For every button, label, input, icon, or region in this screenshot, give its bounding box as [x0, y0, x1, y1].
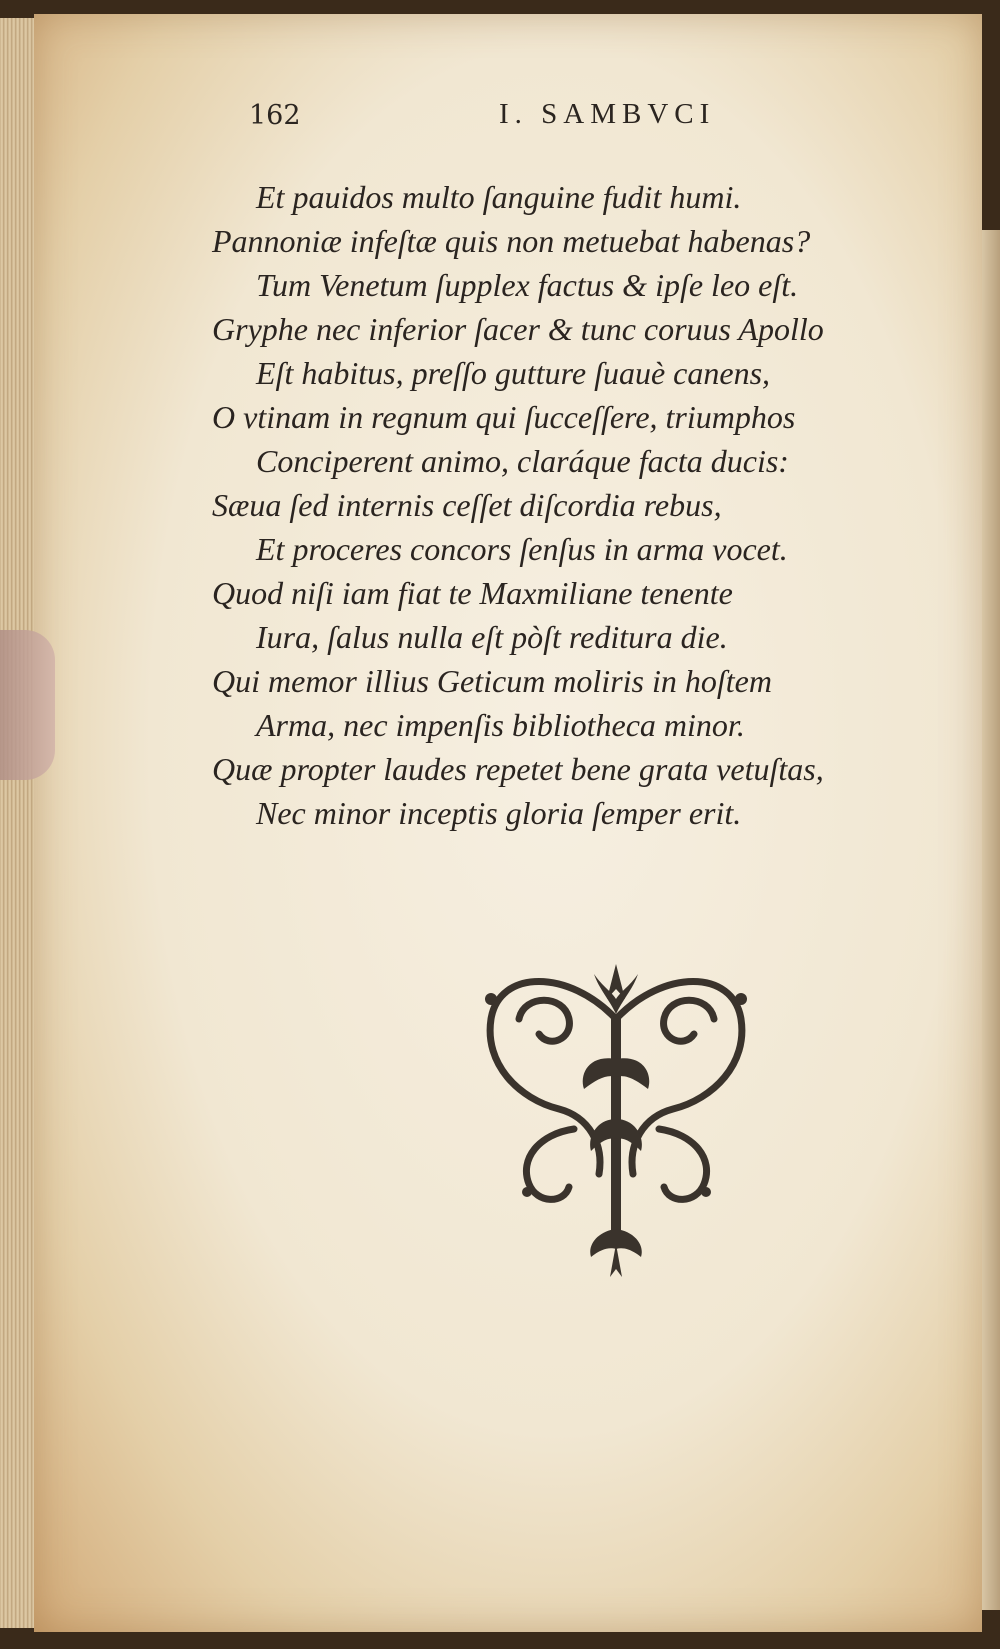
running-head [34, 92, 982, 132]
book-page [34, 14, 982, 1632]
poem-line: Quæ propter laudes repetet bene grata vetuſtas, [212, 751, 824, 787]
poem-line: O vtinam in regnum qui ſucceſſere, triumphos [212, 399, 796, 435]
poem-line: Conciperent animo, claráque facta ducis: [256, 443, 789, 479]
poem-line: Tum Venetum ſupplex factus & ipſe leo eſt. [256, 267, 799, 303]
poem-line: Arma, nec impenſis bibliotheca minor. [256, 707, 745, 743]
floral-tailpiece-ornament-icon [479, 959, 754, 1279]
page-number: 162 [249, 100, 301, 131]
poem-line: Et pauidos multo ſanguine fudit humi. [256, 179, 742, 215]
poem-line: Et proceres concors ſenſus in arma vocet. [256, 531, 788, 567]
poem-line: Qui memor illius Geticum moliris in hoſtem [212, 663, 772, 699]
poem-line: Quod niſi iam fiat te Maxmiliane tenente [212, 575, 733, 611]
facing-page-edge [982, 230, 1000, 1610]
header-title: I. SAMBVCI [499, 98, 716, 130]
poem-line: Nec minor inceptis gloria ſemper erit. [256, 795, 742, 831]
poem-line: Eſt habitus, preſſo gutture ſuauè canens, [256, 355, 771, 391]
poem-line: Iura, ſalus nulla eſt pòſt reditura die. [256, 619, 728, 655]
poem-line: Pannoniæ infeſtæ quis non metuebat habenas? [212, 223, 811, 259]
poem-line: Gryphe nec inferior ſacer & tunc coruus Apollo [212, 311, 824, 347]
poem-line: Sæua ſed internis ceſſet diſcordia rebus, [212, 487, 722, 523]
page-clip [0, 630, 55, 780]
